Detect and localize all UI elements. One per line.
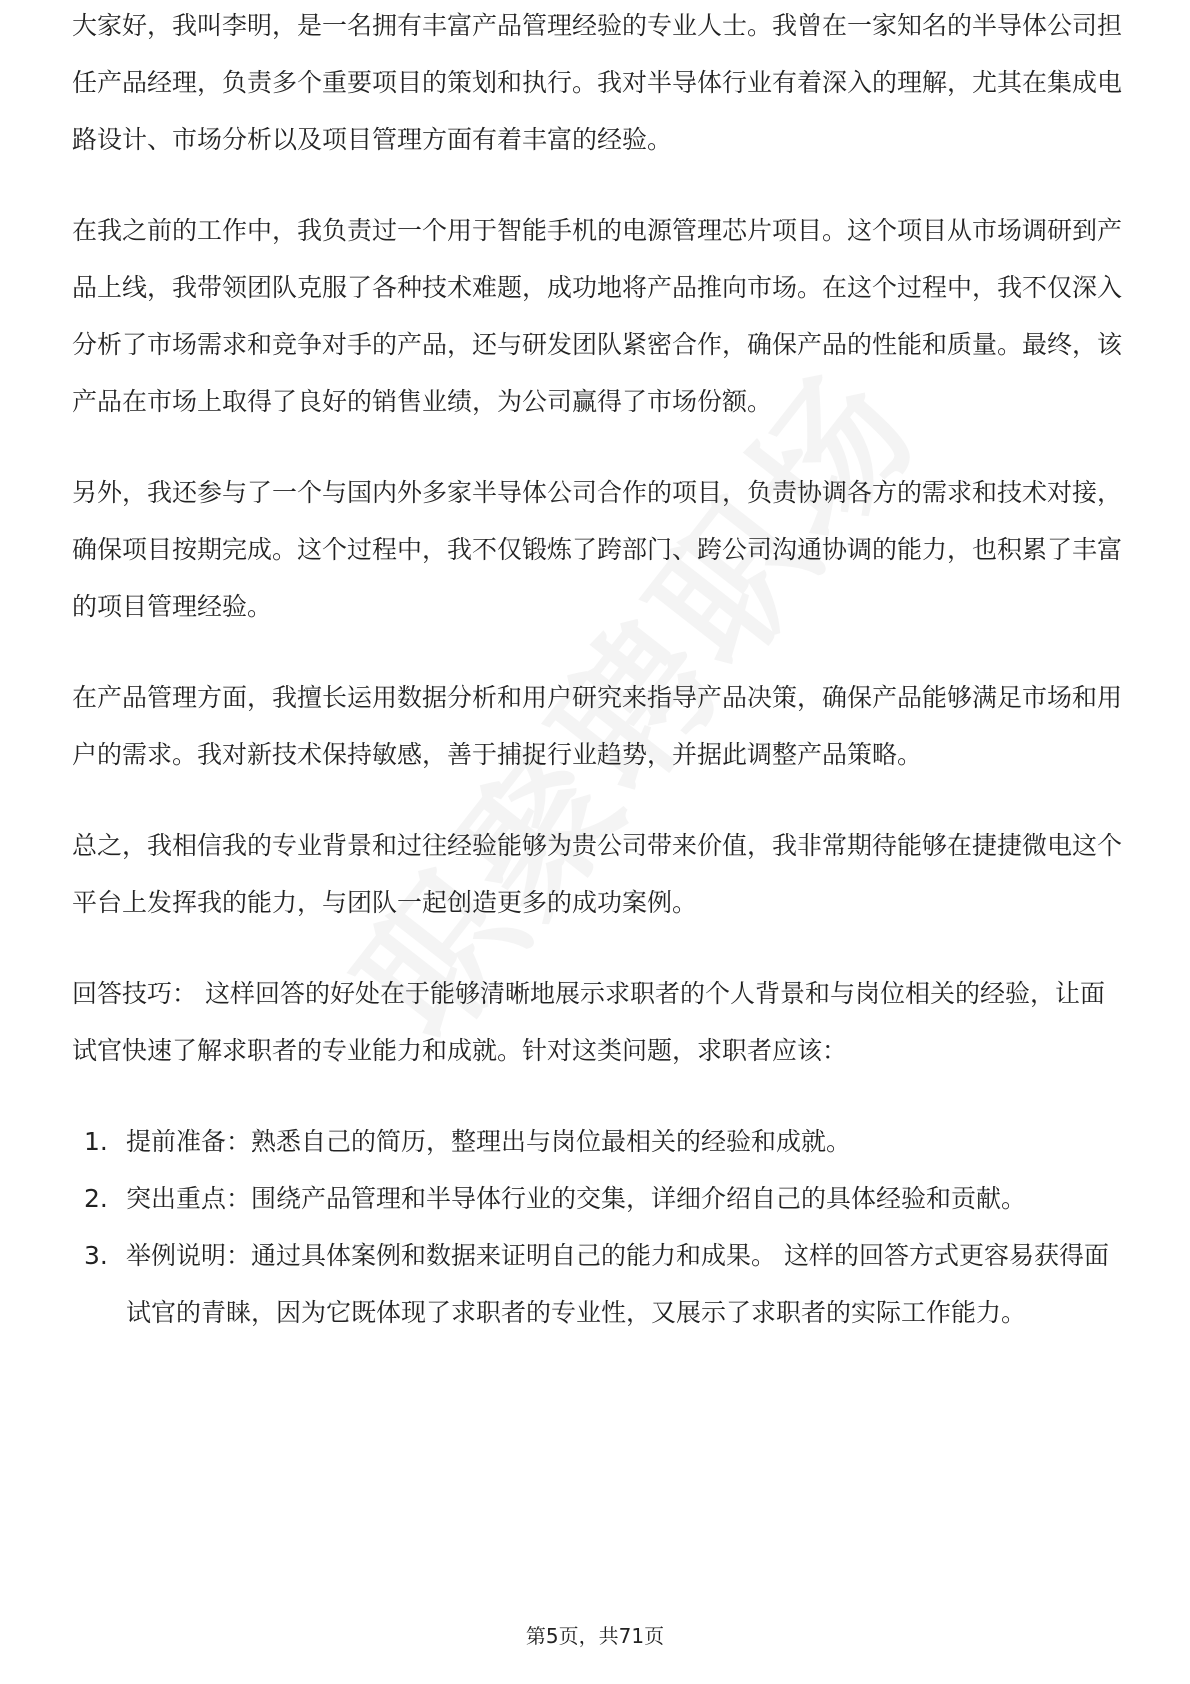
list-item-number: 3. (84, 1241, 108, 1270)
paragraph-intro: 大家好，我叫李明，是一名拥有丰富产品管理经验的专业人士。我曾在一家知名的半导体公司担任产品经理，负责多个重要项目的策划和执行。我对半导体行业有着深入的理解，尤其在集成电路设计、市场分析以及项目管理方面有着丰富的经验。 (72, 11, 1123, 154)
tips-list (72, 1113, 1122, 1341)
list-item-number: 1. (84, 1127, 108, 1156)
list-item-text: 提前准备：熟悉自己的简历，整理出与岗位最相关的经验和成就。 (126, 1127, 852, 1156)
document-body (72, 11, 1123, 1341)
paragraph-project-experience: 在我之前的工作中，我负责过一个用于智能手机的电源管理芯片项目。这个项目从市场调研到产品上线，我带领团队克服了各种技术难题，成功地将产品推向市场。在这个过程中，我不仅深入分析了市场需求和竞争对手的产品，还与研发团队紧密合作，确保产品的性能和质量。最终，该产品在市场上取得了良好的销售业绩，为公司赢得了市场份额。 (72, 216, 1123, 416)
paragraph-cooperation: 另外，我还参与了一个与国内外多家半导体公司合作的项目，负责协调各方的需求和技术对接，确保项目按期完成。这个过程中，我不仅锻炼了跨部门、跨公司沟通协调的能力，也积累了丰富的项目管理经验。 (72, 478, 1123, 621)
paragraph-answer-tips: 回答技巧： 这样回答的好处在于能够清晰地展示求职者的个人背景和与岗位相关的经验，让面试官快速了解求职者的专业能力和成就。针对这类问题，求职者应该： (72, 979, 1105, 1065)
paragraph-conclusion: 总之，我相信我的专业背景和过往经验能够为贵公司带来价值，我非常期待能够在捷捷微电这个平台上发挥我的能力，与团队一起创造更多的成功案例。 (72, 831, 1123, 917)
list-item-number: 2. (84, 1184, 108, 1213)
list-item (72, 1170, 1122, 1227)
paragraph-product-management: 在产品管理方面，我擅长运用数据分析和用户研究来指导产品决策，确保产品能够满足市场和用户的需求。我对新技术保持敏感，善于捕捉行业趋势，并据此调整产品策略。 (72, 683, 1123, 769)
list-item-text: 举例说明：通过具体案例和数据来证明自己的能力和成果。 这样的回答方式更容易获得面试官的青睐，因为它既体现了求职者的专业性，又展示了求职者的实际工作能力。 (126, 1241, 1109, 1327)
list-item (72, 1227, 1122, 1341)
list-item (72, 1113, 1122, 1170)
page-number-footer: 第5页，共71页 (525, 1624, 665, 1648)
list-item-text: 突出重点：围绕产品管理和半导体行业的交集，详细介绍自己的具体经验和贡献。 (126, 1184, 1027, 1213)
